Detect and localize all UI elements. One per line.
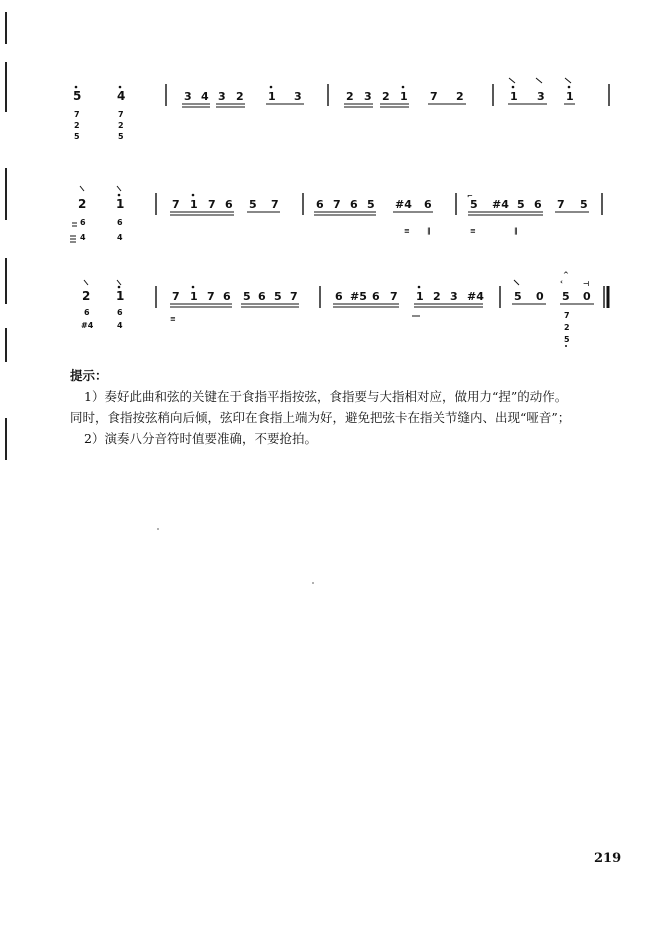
lead-note: 7 <box>118 110 124 119</box>
note: 5 <box>249 198 257 211</box>
note: 6 <box>534 198 542 211</box>
fingering-mark: ‖ <box>427 227 431 235</box>
note: #5 <box>350 290 367 303</box>
note: 6 <box>258 290 266 303</box>
note: 6 <box>372 290 380 303</box>
note: 6 <box>225 198 233 211</box>
note: 1 <box>400 90 408 103</box>
lead-note: 5 <box>73 89 82 103</box>
note: 0 <box>583 290 591 303</box>
note: #4 <box>492 198 509 211</box>
lead-note: 2 <box>82 289 91 303</box>
lead-note: #4 <box>81 321 94 330</box>
lead-note: 4 <box>117 89 126 103</box>
note: 5 <box>470 198 478 211</box>
note: 2 <box>456 90 464 103</box>
note: 7 <box>207 290 215 303</box>
note: 6 <box>223 290 231 303</box>
chord-note: 5 <box>564 335 570 344</box>
note: 2 <box>433 290 441 303</box>
fingering-mark: ≡ <box>404 227 410 235</box>
note: 4 <box>201 90 209 103</box>
note: 6 <box>424 198 432 211</box>
fingering-mark: ≡ <box>170 315 176 323</box>
note: 7 <box>390 290 398 303</box>
lead-note: 6 <box>117 218 123 227</box>
note: 1 <box>190 290 198 303</box>
note: 5 <box>517 198 525 211</box>
system-2 <box>70 186 602 242</box>
note: 5 <box>514 290 522 303</box>
note: 7 <box>172 198 180 211</box>
note: 3 <box>450 290 458 303</box>
note: #4 <box>467 290 484 303</box>
note: 7 <box>430 90 438 103</box>
note: 3 <box>294 90 302 103</box>
fingering-mark: ^ <box>563 271 569 279</box>
note: 5 <box>367 198 375 211</box>
note: 7 <box>208 198 216 211</box>
note: 5 <box>243 290 251 303</box>
hint-line-1: 1）奏好此曲和弦的关键在于食指平指按弦，食指要与大指相对应，做用力“捏”的动作。 <box>84 389 568 404</box>
fingering-mark: ‹ <box>560 278 563 286</box>
edge-mark <box>5 418 7 460</box>
note: 0 <box>536 290 544 303</box>
hints-block <box>70 365 630 449</box>
lead-note: 1 <box>116 197 125 211</box>
lead-note: 5 <box>74 132 80 141</box>
hints-title: 提示： <box>70 368 108 383</box>
lead-note: 1 <box>116 289 125 303</box>
note: 6 <box>350 198 358 211</box>
scan-speck <box>312 582 314 584</box>
note: 1 <box>268 90 276 103</box>
fingering-mark: ‖ <box>514 227 518 235</box>
lead-note: 5 <box>118 132 124 141</box>
note: 3 <box>184 90 192 103</box>
note: 3 <box>364 90 372 103</box>
note: 5 <box>274 290 282 303</box>
note: 1 <box>416 290 424 303</box>
hint-line-3: 2）演奏八分音符时值要准确，不要抢拍。 <box>84 431 317 446</box>
lead-note: 7 <box>74 110 80 119</box>
page-number: 219 <box>594 851 622 866</box>
note: 3 <box>218 90 226 103</box>
jianpu-score <box>0 0 656 360</box>
lead-note: 2 <box>118 121 124 130</box>
note: 1 <box>190 198 198 211</box>
note: 5 <box>580 198 588 211</box>
note: 7 <box>172 290 180 303</box>
scan-speck <box>157 528 159 530</box>
note: 2 <box>236 90 244 103</box>
note: 7 <box>333 198 341 211</box>
note: 1 <box>566 90 574 103</box>
chord-note: 2 <box>564 323 570 332</box>
lead-note: 6 <box>117 308 123 317</box>
lead-note: 6 <box>80 218 86 227</box>
lead-note: 6 <box>84 308 90 317</box>
note: 1 <box>510 90 518 103</box>
lead-note: 2 <box>78 197 87 211</box>
lead-note: 4 <box>117 321 123 330</box>
note: 7 <box>557 198 565 211</box>
note: #4 <box>395 198 412 211</box>
chord-note: 7 <box>564 311 570 320</box>
note: 5 <box>562 290 570 303</box>
note: 6 <box>335 290 343 303</box>
note: 7 <box>271 198 279 211</box>
lead-note: 4 <box>117 233 123 242</box>
note: 3 <box>537 90 545 103</box>
system-3 <box>81 271 608 347</box>
note: 2 <box>382 90 390 103</box>
note: 2 <box>346 90 354 103</box>
note: 6 <box>316 198 324 211</box>
fingering-mark: ⊣ <box>583 280 590 288</box>
system-1 <box>73 78 609 141</box>
note: 7 <box>290 290 298 303</box>
lead-note: 4 <box>80 233 86 242</box>
fingering-mark: ⌐ <box>467 192 473 200</box>
hint-line-2: 同时，食指按弦稍向后倾，弦印在食指上端为好，避免把弦卡在指关节缝内、出现“哑音”； <box>70 410 571 425</box>
lead-note: 2 <box>74 121 80 130</box>
fingering-mark: ≡ <box>470 227 476 235</box>
